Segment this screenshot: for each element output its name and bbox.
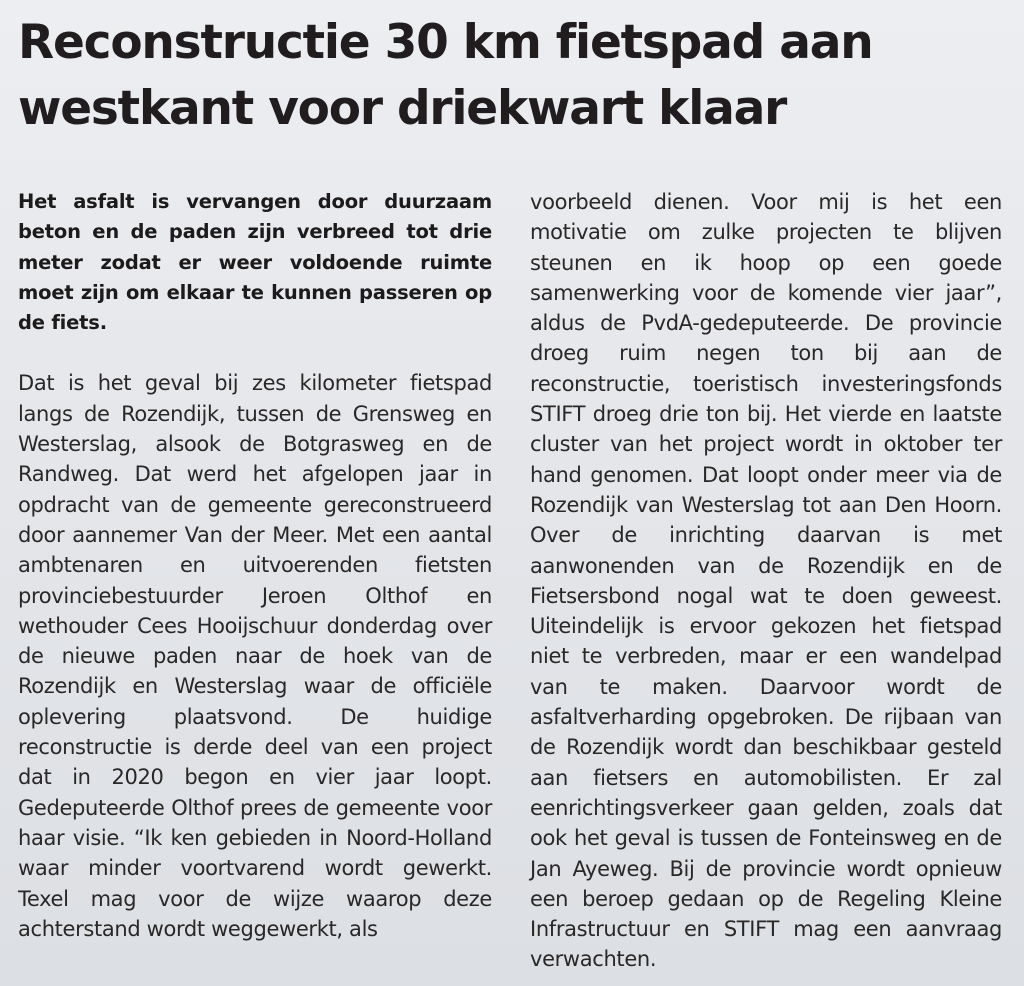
article-lead: Het asfalt is vervangen door duurzaam beton en de paden zijn verbreed tot drie meter zodat er weer voldoende ruimte moet zijn om elkaar te kunnen passeren op de fiets. — [18, 190, 492, 335]
article-column-left — [18, 187, 492, 944]
paragraph-spacer — [18, 338, 492, 368]
article-headline: Reconstructie 30 km fietspad aan westkant voor driekwart klaar — [18, 15, 873, 136]
article-body-right: voorbeeld dienen. Voor mij is het een motivatie om zulke projecten te blijven steunen en ik hoop op een goede samenwerking voor de komende vier jaar”, aldus de PvdA-gedeputeerde. De provincie droeg ruim negen ton bij aan de reconstructie, toeristisch investeringsfonds STIFT droeg drie ton bij. Het vierde en laatste cluster van het project wordt in oktober ter hand genomen. Dat loopt onder meer via de Rozendijk van Westerslag tot aan Den Hoorn. Over de inrichting daarvan is met aanwonenden van de Rozendijk en de Fietsersbond nogal wat te doen geweest. Uiteindelijk is ervoor gekozen het fietspad niet te verbreden, maar er een wandelpad van te maken. Daarvoor wordt de asfaltverharding opgebroken. De rijbaan van de Rozendijk wordt dan beschikbaar gesteld aan fietsers en automobilisten. Er zal eenrichtingsverkeer gaan gelden, zoals dat ook het geval is tussen de Fonteinsweg en de Jan Ayeweg. Bij de provincie wordt opnieuw een beroep gedaan op de Regeling Kleine Infrastructuur en STIFT mag een aanvraag verwachten. — [530, 190, 1002, 972]
article-column-right — [530, 187, 1002, 975]
article-body-left: Dat is het geval bij zes kilometer fietspad langs de Rozendijk, tussen de Grensweg en Westerslag, alsook de Botgrasweg en de Randweg. Dat werd het afgelopen jaar in opdracht van de gemeente gereconstrueerd door aannemer Van der Meer. Met een aantal ambtenaren en uitvoerenden fietsten provinciebestuurder Jeroen Olthof en wethouder Cees Hooijschuur donderdag over de nieuwe paden naar de hoek van de Rozendijk en Westerslag waar de officiële oplevering plaatsvond. De huidige reconstructie is derde deel van een project dat in 2020 begon en vier jaar loopt. Gedeputeerde Olthof prees de gemeente voor haar visie. “Ik ken gebieden in Noord-Holland waar minder voortvarend wordt gewerkt. Texel mag voor de wijze waarop deze achterstand wordt weggewerkt, als — [18, 371, 492, 941]
